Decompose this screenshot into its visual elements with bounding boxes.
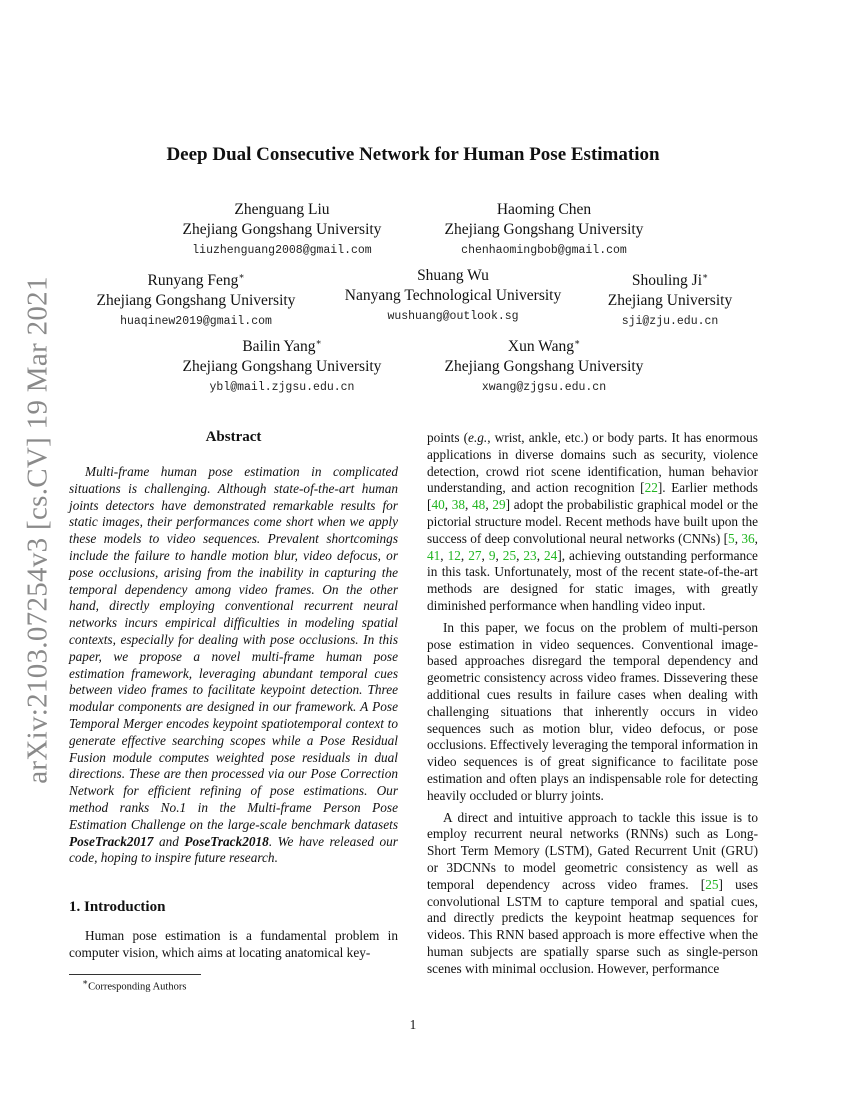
author-block xyxy=(445,200,644,262)
intro-body xyxy=(69,928,398,962)
author-name: Haoming Chen xyxy=(496,201,592,218)
right-column xyxy=(427,430,758,983)
body-text: points ( xyxy=(427,430,469,445)
body-paragraph: Human pose estimation is a fundamental problem in computer vision, which aims at locating anatomical key- xyxy=(69,928,398,960)
body-text: ]. Earlier methods [ xyxy=(427,480,758,513)
citation-link[interactable]: 22 xyxy=(644,480,658,496)
separator: , xyxy=(440,547,448,563)
author-block xyxy=(345,266,561,328)
corresponding-mark: ∗ xyxy=(238,271,245,281)
corresponding-mark: ∗ xyxy=(702,271,709,281)
author-affiliation: Zhejiang Gongshang University xyxy=(444,358,644,376)
author-email: liuzhenguang2008@gmail.com xyxy=(192,244,372,257)
author-email: sji@zju.edu.cn xyxy=(621,315,719,329)
author-name: Xun Wang xyxy=(507,338,574,356)
body-paragraph xyxy=(427,430,758,615)
dataset-name: PoseTrack2017 xyxy=(69,833,154,849)
separator: , xyxy=(734,530,742,546)
footnote-text: Corresponding Authors xyxy=(88,981,187,993)
author-affiliation: Nanyang Technological University xyxy=(344,287,562,304)
body-text: , wrist, ankle, etc.) or body parts. It has enormous applications in diverse domains such as security, violence detection, crowd riot scene identification, human behavior understanding, and action recognition [ xyxy=(427,430,758,496)
author-affiliation: Zhejiang Gongshang University xyxy=(182,221,382,238)
author-name: Shuang Wu xyxy=(417,267,489,284)
separator: , xyxy=(460,547,469,563)
corresponding-mark: ∗ xyxy=(573,337,581,347)
footnote xyxy=(82,977,186,993)
author-affiliation: Zhejiang Gongshang University xyxy=(96,292,296,310)
body-text: A direct and intuitive approach to tackle this issue is to employ recurrent neural networks (RNNs) such as Long-Short Term Memory (LSTM), Gated Recurrent Unit (GRU) or 3DCNNs to model geometric consistency as well as temporal dependency across video frames. [ xyxy=(427,809,758,892)
abstract-body xyxy=(69,464,398,867)
body-paragraph xyxy=(427,810,758,978)
author-name: Shouling Ji xyxy=(631,272,703,290)
citation-link[interactable]: 48 xyxy=(472,497,486,513)
separator: , xyxy=(536,547,545,563)
citation-link[interactable]: 40 xyxy=(431,497,445,513)
abstract-text: . We have released our code, hoping to inspire future research. xyxy=(69,833,398,866)
author-block xyxy=(183,200,382,262)
author-name: Bailin Yang xyxy=(242,338,316,356)
separator: , xyxy=(754,530,758,546)
footnote-mark: ∗ xyxy=(82,977,89,987)
citation-link[interactable]: 23 xyxy=(523,547,537,563)
footnote-rule xyxy=(69,974,201,975)
citation-link[interactable]: 12 xyxy=(447,547,461,563)
body-paragraph: In this paper, we focus on the problem of multi-person pose estimation in video sequences. Conventional image-based approaches disregard the temporal dependency and geometric consistency across video frames. Dissevering these additional cues results in failure cases when dealing with challenging situations that inherently occurs in video sequences such as motion blur, video defocus, or pose occlusions. Effectively leveraging the temporal information in video sequences is of great significance to facilitate pose estimation and often plays an indispensable role for detecting heavily occluded or blurry joints. xyxy=(427,619,758,803)
abstract-paragraph xyxy=(69,464,398,867)
separator: , xyxy=(481,547,489,563)
citation-link[interactable]: 25 xyxy=(502,547,517,563)
separator: , xyxy=(516,547,524,563)
author-block xyxy=(97,266,296,333)
author-affiliation: Zhejiang Gongshang University xyxy=(182,358,382,376)
abstract-heading: Abstract xyxy=(205,429,262,445)
separator: , xyxy=(495,547,503,563)
citation-link[interactable]: 41 xyxy=(427,547,441,563)
paper-title: Deep Dual Consecutive Network for Human Pose Estimation xyxy=(166,144,660,165)
separator: , xyxy=(444,497,452,513)
citation-link[interactable]: 29 xyxy=(492,497,506,513)
separator: , xyxy=(465,497,473,513)
author-block xyxy=(608,266,732,333)
citation-link[interactable]: 27 xyxy=(468,547,482,563)
citation-link[interactable]: 36 xyxy=(741,530,755,546)
author-affiliation: Zhejiang University xyxy=(607,292,733,310)
arxiv-stamp: arXiv:2103.07254v3 [cs.CV] 19 Mar 2021 xyxy=(21,276,54,784)
citation-link[interactable]: 24 xyxy=(544,547,558,563)
abstract-text: Multi-frame human pose estimation in complicated situations is challenging. Although state-of-the-art human joints detectors have demonstrated remarkable results for static images, their performances come short when we apply these models to video sequences. Prevalent shortcomings include the failure to handle motion blur, video defocus, or pose occlusions, arising from the inability in capturing the temporal dependency among video frames. On the other hand, directly employing conventional recurrent neural networks incurs empirical difficulties in modeling spatial contexts, especially for dealing with pose occlusions. In this paper, we propose a novel multi-frame human pose estimation framework, leveraging abundant temporal cues between video frames to facilitate keypoint detection. Three modular components are designed in our framework. A Pose Temporal Merger encodes keypoint spatiotemporal context to generate effective searching scopes while a Pose Residual Fusion module computes weighted pose residuals in dual directions. These are then processed via our Pose Correction Network for efficient refining of pose estimations. Our method ranks No.1 in the Multi-frame Person Pose Estimation Challenge on the large-scale benchmark datasets xyxy=(69,464,398,832)
body-text: e.g. xyxy=(468,430,488,445)
author-block xyxy=(183,332,382,399)
author-email: ybl@mail.zjgsu.edu.cn xyxy=(209,381,355,395)
author-affiliation: Zhejiang Gongshang University xyxy=(444,221,644,238)
citation-link[interactable]: 9 xyxy=(488,547,496,563)
citation-link[interactable]: 38 xyxy=(451,497,466,513)
author-name: Runyang Feng xyxy=(147,272,239,290)
body-text: ] uses convolutional LSTM to capture temporal and spatial cues, and directly predicts the keypoint heatmap sequences for videos. This RNN based approach is more effective when the human subjects are spatially sparse such as single-person scenes with minimal occlusion. However, performance xyxy=(427,876,758,976)
abstract-text: and xyxy=(153,833,185,849)
section-heading: 1. Introduction xyxy=(69,899,166,915)
author-email: xwang@zjgsu.edu.cn xyxy=(481,381,607,395)
corresponding-mark: ∗ xyxy=(315,337,322,347)
citation-link[interactable]: 25 xyxy=(705,876,719,892)
body-text: ] adopt the probabilistic graphical model or the pictorial structure model. Recent methods have built upon the success of deep convolutional neural networks (CNNs) [ xyxy=(427,497,758,546)
separator: , xyxy=(485,497,493,513)
citation-link[interactable]: 5 xyxy=(728,530,735,546)
author-block xyxy=(445,332,644,399)
author-email: wushuang@outlook.sg xyxy=(387,310,519,323)
author-name: Zhenguang Liu xyxy=(234,201,330,218)
dataset-name: PoseTrack2018 xyxy=(184,833,269,849)
author-email: chenhaomingbob@gmail.com xyxy=(461,244,627,257)
body-text: ], achieving outstanding performance in this task. Unfortunately, most of the recent state-of-the-art methods are designed for static images, with greatly diminished performance when handling video input. xyxy=(427,547,758,613)
author-email: huaqinew2019@gmail.com xyxy=(120,315,272,329)
page-number: 1 xyxy=(409,1017,417,1032)
